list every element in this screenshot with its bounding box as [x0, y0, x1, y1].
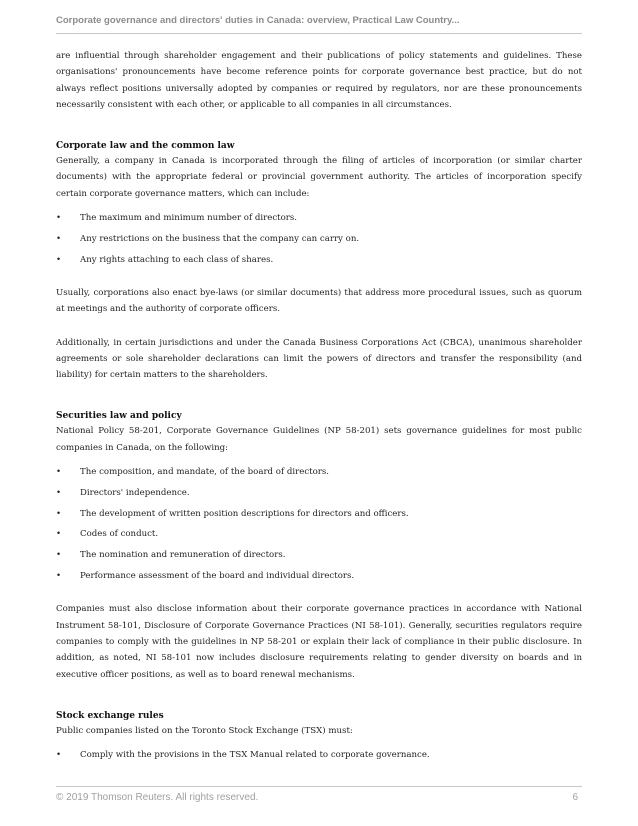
list-item: • The maximum and minimum number of directors. [56, 210, 582, 226]
section-heading-securities-law: Securities law and policy [56, 411, 182, 422]
list-item: • Comply with the provisions in the TSX Manual related to corporate governance. [56, 747, 582, 763]
footer-rule [56, 786, 582, 787]
body-paragraph: Additionally, in certain jurisdictions and under the Canada Business Corporations Act (CBCA), unanimous shareholder agreements or sole shareholder declarations can limit the powers of directors and transfer the responsibility (and liability) for certain matters to the shareholders. [56, 337, 582, 381]
copyright-text: © 2019 Thomson Reuters. All rights reserved. [56, 792, 259, 803]
page-number: 6 [572, 792, 578, 803]
section-lead: National Policy 58-201, Corporate Governance Guidelines (NP 58-201) sets governance guidelines for most public companies in Canada, on the following: [56, 426, 582, 453]
list-item: • Any rights attaching to each class of shares. [56, 252, 582, 268]
section-heading-corporate-law: Corporate law and the common law [56, 141, 235, 152]
intro-paragraph: are influential through shareholder engagement and their publications of policy statements and guidelines. These organisations' pronouncements have become reference points for corporate governance best practice, but do not always reflect positions universally adopted by companies or required by regulators, nor are these pronouncements necessarily consistent with each other, or applicable to all companies in all circumstances. [56, 51, 582, 110]
section-lead: Generally, a company in Canada is incorporated through the filing of articles of incorporation (or similar charter documents) with the appropriate federal or provincial government authority. The articles of incorporation specify certain corporate governance matters, which can include: [56, 156, 582, 199]
running-header: Corporate governance and directors' duties in Canada: overview, Practical Law Country... [56, 15, 460, 26]
bullet-list [56, 210, 582, 268]
page-footer [56, 792, 582, 803]
list-item: • Codes of conduct. [56, 526, 582, 542]
header-rule [56, 33, 582, 34]
document-page [56, 0, 582, 826]
bullet-list [56, 464, 582, 584]
section-lead: Public companies listed on the Toronto Stock Exchange (TSX) must: [56, 725, 353, 736]
list-item: • Directors' independence. [56, 485, 582, 501]
list-item: • Any restrictions on the business that the company can carry on. [56, 231, 582, 247]
list-item: • The composition, and mandate, of the board of directors. [56, 464, 582, 480]
list-item: • The development of written position descriptions for directors and officers. [56, 506, 582, 522]
document-body [56, 48, 582, 768]
bullet-list [56, 747, 582, 763]
body-paragraph: Usually, corporations also enact bye-laws (or similar documents) that address more procedural issues, such as quorum at meetings and the authority of corporate officers. [56, 287, 582, 315]
list-item: • Performance assessment of the board and individual directors. [56, 568, 582, 584]
list-item: • The nomination and remuneration of directors. [56, 547, 582, 563]
body-paragraph: Companies must also disclose information about their corporate governance practices in accordance with National Instrument 58-101, Disclosure of Corporate Governance Practices (NI 58-101). Generally, securities regulators require companies to comply with the guidelines in NP 58-201 or explain their lack of compliance in their public disclosure. In addition, as noted, NI 58-101 now includes disclosure requirements relating to gender diversity on boards and in executive officer positions, as well as to board renewal mechanisms. [56, 604, 582, 680]
section-heading-stock-exchange: Stock exchange rules [56, 710, 164, 721]
